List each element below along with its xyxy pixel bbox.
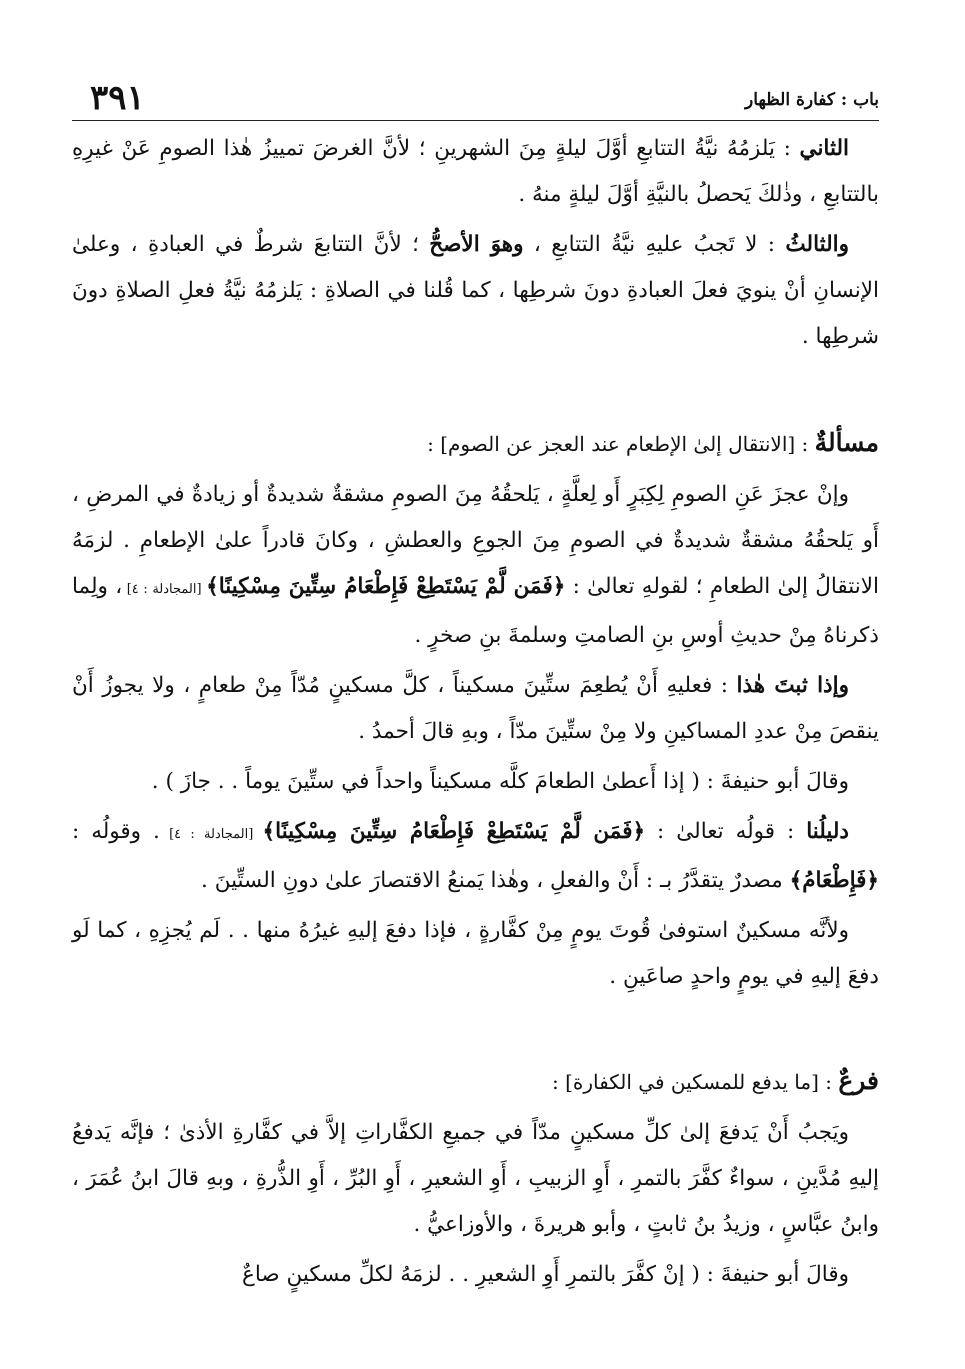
section-heading-word: فرعٌ [838, 1066, 879, 1095]
paragraph-text: ويَجبُ أَنْ يَدفعَ إلىٰ كلِّ مسكينٍ مدّاً في جميعِ الكفَّاراتِ إلاَّ في كفَّارةِ الأذىٰ ؛ فإنَّه يَدفعُ إليهِ مُدَّينِ ، سواءٌ كفَّرَ بالتمرِ ، أَوِ الزبيبِ ، أَوِ الشعيرِ ، أَوِ البُرِّ ، أَوِ الذُّرةِ ، وبهِ قالَ ابنُ عُمَرَ ، وابنُ عبَّاسٍ ، وزيدُ بنُ ثابتٍ ، وأبو هريرةَ ، والأوزاعيُّ . [72, 1120, 879, 1237]
paragraph-abu-hanifa [72, 759, 879, 805]
paragraph-text: وقالَ أبو حنيفةَ : ( إنْ كفَّرَ بالتمرِ أَوِ الشعيرِ . . لزمَهُ لكلِّ مسكينٍ صاعٌ [242, 1262, 849, 1287]
verse-citation: [المجادلة : ٤] [159, 827, 263, 842]
quran-verse: ﴿فَمَن لَّمْ يَسْتَطِعْ فَإِطْعَامُ سِتِّينَ مِسْكِينًا﴾ [262, 819, 646, 844]
paragraph-text: مصدرٌ يتقدَّرُ بـ : أَنْ والفعلِ ، وهٰذا يَمنعُ الاقتصارَ علىٰ دونِ الستِّينَ . [201, 868, 790, 893]
paragraph-third-view [72, 222, 879, 360]
page-number: ٣٩١ [90, 78, 145, 118]
page-header [72, 76, 879, 121]
page-body [72, 126, 879, 1359]
paragraph-lead: والثالثُ [785, 232, 850, 257]
paragraph-text: وإنْ عجزَ عَنِ الصومِ لِكِبَرٍ أَو لِعلَّةٍ ، يَلحقُهُ مِنَ الصومِ مشقةٌ شديدةٌ أو زيادةٌ في المرضِ ، أَو يَلحقُهُ مشقةٌ شديدةٌ في الصومِ مِنَ الجوعِ والعطشِ ، وكانَ قادراً علىٰ الإطعامِ . لزمَهُ الانتقالُ إلىٰ الطعامِ ؛ لقولهِ تعالىٰ : [72, 482, 879, 599]
running-title: باب : كفارة الظهار [744, 90, 879, 110]
paragraph-text: : يَلزمُهُ نيَّةُ التتابعِ أوَّلَ ليلةٍ مِنَ الشهرينِ ؛ لأنَّ الغرضَ تمييزُ هٰذا الصومِ عَنْ غيرِهِ بالتتابعِ ، وذٰلكَ يَحصلُ بالنيَّةِ أوَّلَ ليلةٍ منهُ . [72, 136, 879, 207]
paragraph-lead: الثاني [799, 136, 849, 161]
section-heading-subject: : [ما يدفع للمسكين في الكفارة] : [551, 1070, 839, 1094]
paragraph-text: : قولُه تعالىٰ : [645, 819, 807, 844]
paragraph-sixty-poor [72, 663, 879, 755]
paragraph-text: ؛ لأنَّ التتابعَ شرطٌ في العبادةِ ، وعلىٰ الإنسانِ أنْ ينويَ فعلَ العبادةِ دونَ شرطِها ، كما قُلنا في الصلاةِ : يَلزمُهُ نيَّةُ فعلِ الصلاةِ دونَ شرطِها . [72, 232, 879, 349]
paragraph-abu-hanifa-sa [72, 1252, 879, 1298]
paragraph-lead: وإذا ثبتَ هٰذا [736, 673, 849, 698]
section-heading-masala [72, 420, 879, 468]
paragraph-inability-to-fast [72, 472, 879, 659]
paragraph-text: : فعليهِ أَنْ يُطعِمَ ستِّينَ مسكيناً ، كلَّ مسكينٍ مُدّاً مِنْ طعامٍ ، ولا يجوزُ أَنْ ينقصَ مِنْ عددِ المساكينِ ولا مِنْ ستِّينَ مدّاً ، وبهِ قالَ أحمدُ . [72, 673, 879, 744]
preferred-opinion: وهوَ الأصحُّ [429, 232, 524, 257]
paragraph-daily-sustenance [72, 908, 879, 1000]
paragraph-text: وقالَ أبو حنيفةَ : ( إذا أَعطىٰ الطعامَ كلَّه مسكيناً واحداً في ستِّينَ يوماً . . جازَ ) . [151, 769, 849, 794]
quran-word: ﴿فَإِطْعَامُ﴾ [789, 868, 879, 893]
paragraph-text: ولأنَّه مسكينٌ استوفىٰ قُوتَ يومٍ مِنْ كفَّارةٍ ، فإذا دفعَ إليهِ غيرُهُ منها . . لَم يُجزِهِ ، كما لَو دفعَ إليهِ في يومٍ واحدٍ صاعَينِ . [72, 918, 879, 989]
section-heading-subject: : [الانتقال إلىٰ الإطعام عند العجز عن الصوم] : [427, 432, 815, 456]
section-heading-far [72, 1058, 879, 1106]
paragraph-text: ، ولِما ذكرناهُ مِنْ حديثِ أوسِ بنِ الصامتِ وسلمةَ بنِ صخرٍ . [72, 574, 879, 648]
paragraph-second-view [72, 126, 879, 218]
paragraph-lead: دليلُنا [806, 819, 849, 844]
quran-verse: ﴿فَمَن لَّمْ يَسْتَطِعْ فَإِطْعَامُ سِتِّينَ مِسْكِينًا﴾ [206, 574, 566, 599]
section-heading-word: مسألةٌ [814, 428, 879, 457]
paragraph-text: : لا تَجبُ عليهِ نيَّةُ التتابعِ ، [523, 232, 786, 257]
paragraph-text: . وقولُه : [72, 819, 160, 844]
paragraph-evidence [72, 809, 879, 904]
verse-citation: [المجادلة : ٤] [122, 582, 207, 597]
paragraph-one-mudd [72, 1110, 879, 1248]
